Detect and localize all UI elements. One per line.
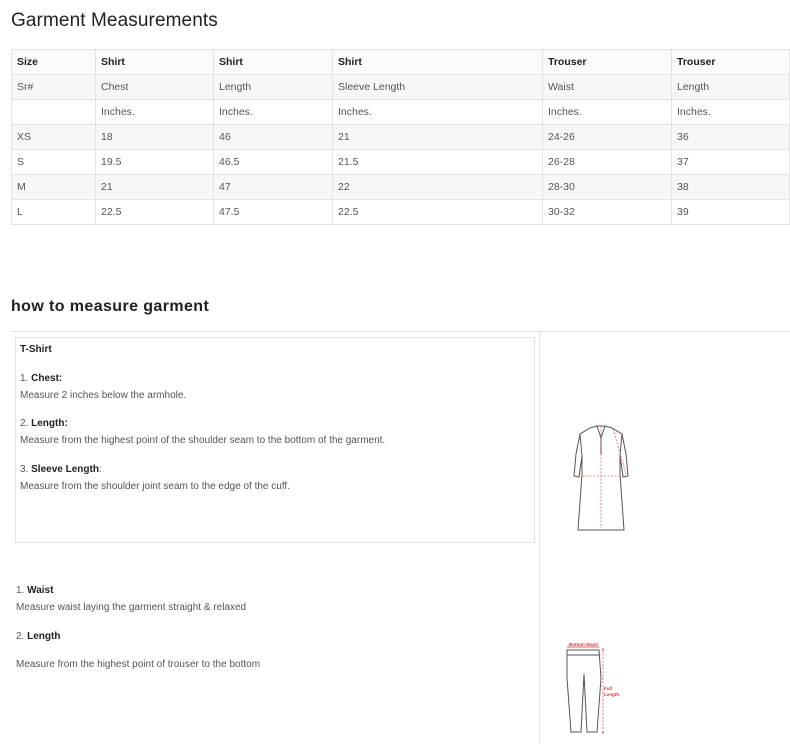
table-header-row	[12, 50, 790, 75]
table-cell: 22.5	[96, 200, 214, 225]
trouser-diagram-icon	[555, 638, 625, 738]
table-cell: 30-32	[543, 200, 672, 225]
item-label: Length	[27, 631, 61, 642]
table-cell: 19.5	[96, 150, 214, 175]
item-number: 1.	[20, 373, 29, 384]
length-item	[20, 418, 68, 429]
table-cell: 38	[672, 175, 790, 200]
diagram-label: Length	[604, 692, 619, 697]
header-cell: Shirt	[333, 50, 543, 75]
table-cell: L	[12, 200, 96, 225]
table-row	[12, 175, 790, 200]
table-cell: Sr#	[12, 75, 96, 100]
table-row	[12, 125, 790, 150]
chest-desc: Measure 2 inches below the armhole.	[20, 390, 187, 401]
table-cell: 46.5	[214, 150, 333, 175]
section-title: how to measure garment	[11, 298, 210, 315]
table-cell: Waist	[543, 75, 672, 100]
item-number: 1.	[16, 585, 25, 596]
table-cell: 28-30	[543, 175, 672, 200]
table-cell: 47.5	[214, 200, 333, 225]
table-cell: 47	[214, 175, 333, 200]
table-cell	[12, 100, 96, 125]
tshirt-heading: T-Shirt	[20, 344, 52, 355]
item-number: 3.	[20, 464, 29, 475]
table-cell: 46	[214, 125, 333, 150]
table-row	[12, 150, 790, 175]
item-number: 2.	[20, 418, 29, 429]
item-label: Chest:	[31, 373, 63, 384]
sleeve-item	[20, 464, 102, 475]
table-cell: XS	[12, 125, 96, 150]
trouser-length-item	[16, 631, 60, 642]
item-label: Length:	[31, 418, 68, 429]
item-colon: :	[98, 464, 102, 475]
waist-desc: Measure waist laying the garment straight & relaxed	[16, 602, 247, 613]
table-cell: 18	[96, 125, 214, 150]
table-cell: Inches.	[672, 100, 790, 125]
table-cell: 26-28	[543, 150, 672, 175]
table-cell: Inches.	[333, 100, 543, 125]
table-row	[12, 200, 790, 225]
table-cell: 37	[672, 150, 790, 175]
table-cell: M	[12, 175, 96, 200]
table-cell: 21	[333, 125, 543, 150]
table-cell: Chest	[96, 75, 214, 100]
table-cell: 36	[672, 125, 790, 150]
header-cell: Shirt	[96, 50, 214, 75]
length-desc: Measure from the highest point of the shoulder seam to the bottom of the garment.	[20, 435, 386, 446]
page-title: Garment Measurements	[11, 10, 218, 31]
table-cell: Length	[672, 75, 790, 100]
table-cell: 39	[672, 200, 790, 225]
table-cell: 22	[333, 175, 543, 200]
diagram-label: Bottom Waist	[569, 642, 598, 647]
table-cell: Sleeve Length	[333, 75, 543, 100]
header-cell: Trouser	[672, 50, 790, 75]
table-cell: 21.5	[333, 150, 543, 175]
table-cell: 21	[96, 175, 214, 200]
table-row	[12, 100, 790, 125]
table-cell: S	[12, 150, 96, 175]
chest-item	[20, 373, 62, 384]
header-cell: Size	[12, 50, 96, 75]
table-cell: Length	[214, 75, 333, 100]
table-cell: Inches.	[96, 100, 214, 125]
diagram-label: Full	[604, 686, 612, 691]
item-label: Sleeve Length	[31, 464, 99, 475]
shirt-diagram-icon	[570, 424, 632, 536]
size-chart-table	[11, 49, 790, 225]
divider	[539, 331, 540, 744]
trouser-length-desc: Measure from the highest point of trouser to the bottom	[16, 659, 261, 670]
table-cell: Inches.	[543, 100, 672, 125]
item-label: Waist	[27, 585, 54, 596]
table-cell: Inches.	[214, 100, 333, 125]
item-number: 2.	[16, 631, 25, 642]
waist-item	[16, 585, 53, 596]
header-cell: Trouser	[543, 50, 672, 75]
header-cell: Shirt	[214, 50, 333, 75]
table-row	[12, 75, 790, 100]
sleeve-desc: Measure from the shoulder joint seam to the edge of the cuff.	[20, 481, 290, 492]
table-cell: 24-26	[543, 125, 672, 150]
table-cell: 22.5	[333, 200, 543, 225]
